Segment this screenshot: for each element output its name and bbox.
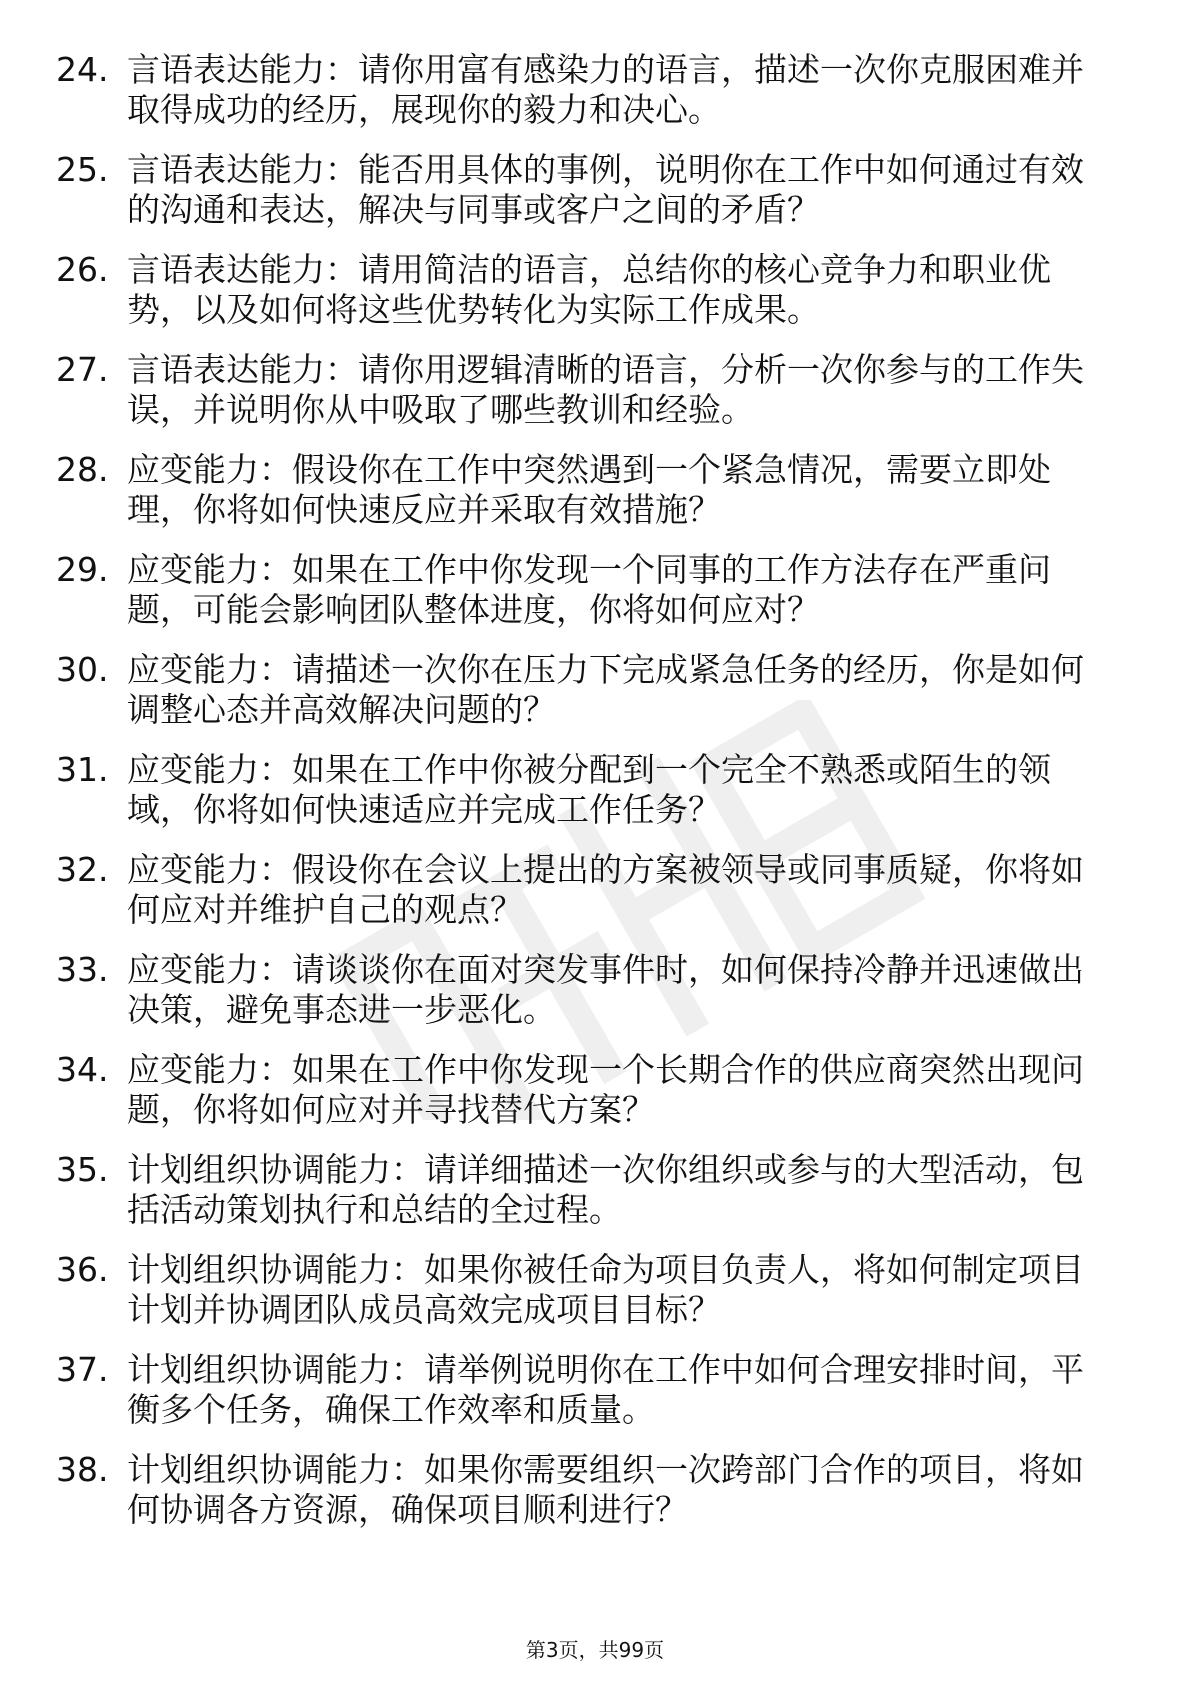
- page-footer: [0, 1638, 1190, 1662]
- list-item: [56, 350, 1116, 430]
- question-text: 应变能力：请描述一次你在压力下完成紧急任务的经历，你是如何调整心态并高效解决问题的？: [127, 650, 1084, 729]
- list-item: [56, 550, 1116, 630]
- question-text: 应变能力：假设你在会议上提出的方案被领导或同事质疑，你将如何应对并维护自己的观点？: [127, 850, 1084, 929]
- question-number: 26.: [56, 250, 109, 289]
- list-item: [56, 950, 1116, 1030]
- question-text: 言语表达能力：能否用具体的事例，说明你在工作中如何通过有效的沟通和表达，解决与同事或客户之间的矛盾？: [127, 150, 1084, 229]
- question-number: 32.: [56, 850, 109, 889]
- list-item: [56, 1350, 1116, 1430]
- question-text: 言语表达能力：请用简洁的语言，总结你的核心竞争力和职业优势，以及如何将这些优势转化为实际工作成果。: [127, 250, 1051, 329]
- question-number: 33.: [56, 950, 109, 989]
- list-item: [56, 1450, 1116, 1530]
- question-text: 计划组织协调能力：如果你被任命为项目负责人，将如何制定项目计划并协调团队成员高效完成项目目标？: [127, 1250, 1084, 1329]
- question-text: 应变能力：请谈谈你在面对突发事件时，如何保持冷静并迅速做出决策，避免事态进一步恶化。: [127, 950, 1084, 1029]
- question-number: 30.: [56, 650, 109, 689]
- question-text: 言语表达能力：请你用逻辑清晰的语言，分析一次你参与的工作失误，并说明你从中吸取了哪些教训和经验。: [127, 350, 1084, 429]
- question-list: [56, 50, 1116, 1550]
- question-text: 言语表达能力：请你用富有感染力的语言，描述一次你克服困难并取得成功的经历，展现你的毅力和决心。: [127, 50, 1084, 129]
- question-text: 应变能力：如果在工作中你被分配到一个完全不熟悉或陌生的领域，你将如何快速适应并完成工作任务？: [127, 750, 1051, 829]
- page-number-label: 第3页，共99页: [525, 1638, 665, 1662]
- question-number: 25.: [56, 150, 109, 189]
- list-item: [56, 850, 1116, 930]
- question-number: 36.: [56, 1250, 109, 1289]
- question-text: 应变能力：如果在工作中你发现一个长期合作的供应商突然出现问题，你将如何应对并寻找替代方案？: [127, 1050, 1084, 1129]
- question-text: 计划组织协调能力：如果你需要组织一次跨部门合作的项目，将如何协调各方资源，确保项目顺利进行？: [127, 1450, 1084, 1529]
- question-number: 34.: [56, 1050, 109, 1089]
- question-text: 应变能力：假设你在工作中突然遇到一个紧急情况，需要立即处理，你将如何快速反应并采取有效措施？: [127, 450, 1051, 529]
- list-item: [56, 1050, 1116, 1130]
- question-number: 38.: [56, 1450, 109, 1489]
- list-item: [56, 650, 1116, 730]
- list-item: [56, 50, 1116, 130]
- question-text: 计划组织协调能力：请举例说明你在工作中如何合理安排时间，平衡多个任务，确保工作效率和质量。: [127, 1350, 1084, 1429]
- question-number: 24.: [56, 50, 109, 89]
- list-item: [56, 750, 1116, 830]
- question-text: 应变能力：如果在工作中你发现一个同事的工作方法存在严重问题，可能会影响团队整体进度，你将如何应对？: [127, 550, 1051, 629]
- question-number: 31.: [56, 750, 109, 789]
- list-item: [56, 150, 1116, 230]
- list-item: [56, 450, 1116, 530]
- question-text: 计划组织协调能力：请详细描述一次你组织或参与的大型活动，包括活动策划执行和总结的全过程。: [127, 1150, 1084, 1229]
- list-item: [56, 250, 1116, 330]
- question-number: 28.: [56, 450, 109, 489]
- question-number: 27.: [56, 350, 109, 389]
- question-number: 29.: [56, 550, 109, 589]
- list-item: [56, 1150, 1116, 1230]
- question-number: 35.: [56, 1150, 109, 1189]
- question-number: 37.: [56, 1350, 109, 1389]
- list-item: [56, 1250, 1116, 1330]
